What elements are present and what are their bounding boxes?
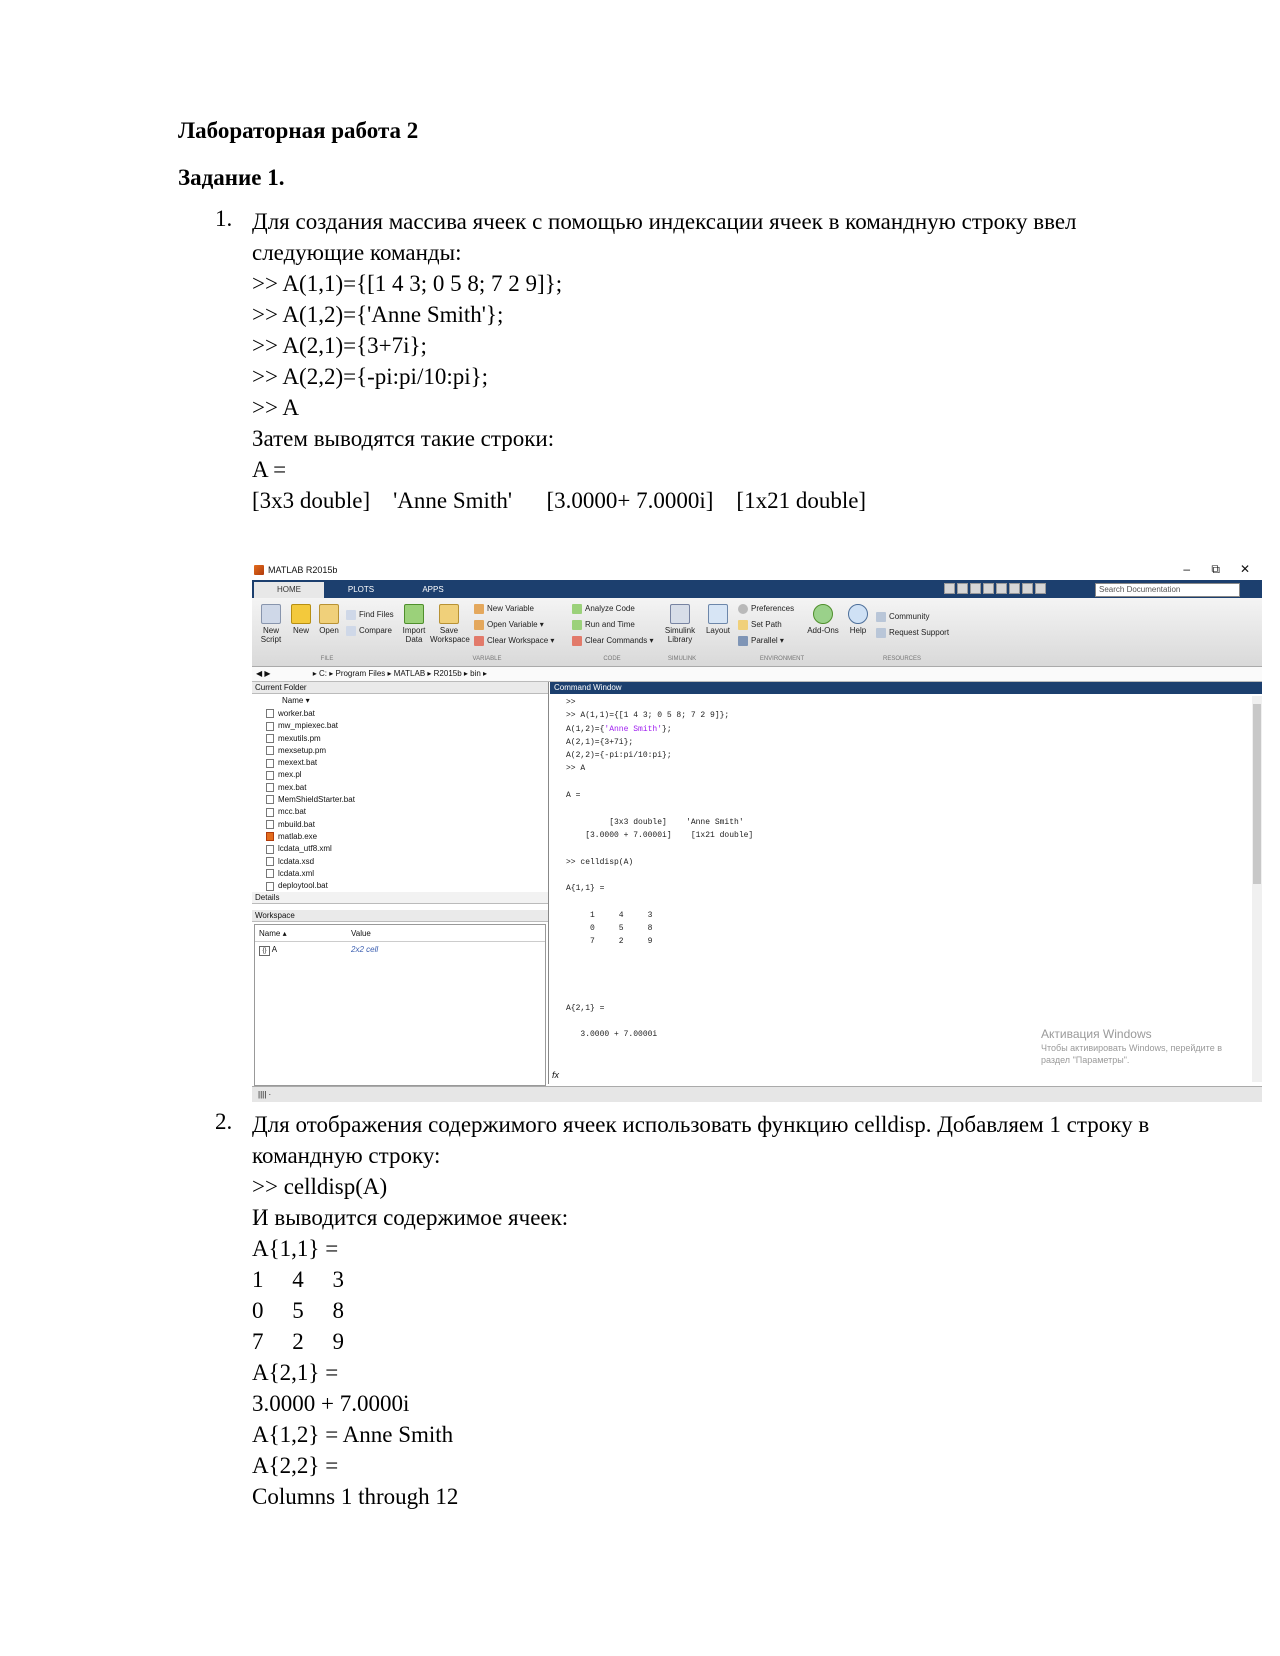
list-item[interactable]: MemShieldStarter.bat <box>266 794 534 806</box>
workspace-header: Workspace <box>252 910 548 922</box>
open-button[interactable]: Open <box>316 604 342 635</box>
command-line: A{2,1} = <box>566 1003 605 1013</box>
minimize-button[interactable]: – <box>1183 562 1190 576</box>
code-line: >> celldisp(A) <box>252 1174 388 1199</box>
command-line: 3.0000 + 7.0000i <box>566 1030 658 1040</box>
paragraph-line: Для отображения содержимого ячеек использовать функцию celldisp. Добавляем 1 строку в командную строку: <box>252 1112 1150 1168</box>
matlab-window-title: MATLAB R2015b <box>268 565 338 575</box>
import-data-button[interactable]: Import Data <box>400 604 428 644</box>
output-line: A = <box>252 457 287 482</box>
code-line: >> A <box>252 395 300 420</box>
close-button[interactable]: ✕ <box>1239 562 1250 576</box>
output-line: 7 2 9 <box>252 1329 344 1354</box>
file-icon <box>266 882 274 891</box>
save-workspace-button[interactable]: Save Workspace <box>430 604 468 644</box>
list-item[interactable]: mex.bat <box>266 782 534 794</box>
matlab-tab-strip <box>252 580 1262 598</box>
help-button[interactable]: Help <box>846 604 870 635</box>
file-list <box>266 708 534 892</box>
new-variable-button[interactable]: New Variable <box>474 604 534 614</box>
windows-activation-watermark: Активация Windows Чтобы активировать Windows, перейдите в раздел "Параметры". <box>1041 1027 1222 1065</box>
command-line <box>566 975 753 988</box>
file-icon <box>266 808 274 817</box>
preferences-button[interactable]: Preferences <box>738 604 794 614</box>
set-path-button[interactable]: Set Path <box>738 620 782 630</box>
undo-icon[interactable] <box>996 583 1007 594</box>
list-item-body <box>252 1109 1192 1512</box>
simulink-icon <box>670 604 690 624</box>
list-item[interactable]: mcc.bat <box>266 806 534 818</box>
command-line: >> A <box>566 764 586 774</box>
list-item[interactable]: lcdata.xsd <box>266 856 534 868</box>
code-line: >> A(2,2)={-pi:pi/10:pi}; <box>252 364 489 389</box>
status-bar: |||| · <box>252 1086 1262 1102</box>
paragraph-line: Затем выводятся такие строки: <box>252 426 555 451</box>
paragraph-line: Для создания массива ячеек с помощью индексации ячеек в командную строку ввел следующие команды: <box>252 209 1077 265</box>
paragraph-line: И выводится содержимое ячеек: <box>252 1205 569 1230</box>
parallel-button[interactable]: Parallel ▾ <box>738 636 784 646</box>
compare-button[interactable]: Compare <box>346 626 392 636</box>
plus-icon <box>291 604 311 624</box>
clear-workspace-button[interactable]: Clear Workspace ▾ <box>474 636 554 646</box>
file-icon <box>266 709 274 718</box>
simulink-library-button[interactable]: Simulink Library <box>664 604 696 644</box>
list-item[interactable]: mbuild.bat <box>266 819 534 831</box>
command-line <box>566 869 753 882</box>
command-line: >> A(1,1)={[1 4 3; 0 5 8; 7 2 9]}; <box>566 711 730 721</box>
list-item[interactable]: mexutils.pm <box>266 733 534 745</box>
help-icon <box>848 604 868 624</box>
list-number: 1. <box>215 206 233 231</box>
current-folder-header: Current Folder <box>252 682 548 694</box>
request-support-icon <box>876 628 886 638</box>
output-line: 1 4 3 <box>252 1267 344 1292</box>
code-line: >> A(2,1)={3+7i}; <box>252 333 427 358</box>
save-workspace-icon <box>439 604 459 624</box>
request-support-button[interactable]: Request Support <box>876 628 949 638</box>
find-files-button[interactable]: Find Files <box>346 610 394 620</box>
new-button[interactable]: New <box>288 604 314 635</box>
command-line <box>566 962 753 975</box>
file-icon <box>266 722 274 731</box>
command-line: 0 5 8 <box>566 924 653 934</box>
save-icon[interactable] <box>944 583 955 594</box>
new-variable-icon <box>474 604 484 614</box>
details-header[interactable]: Details <box>252 892 548 904</box>
clear-commands-icon <box>572 636 582 646</box>
command-line: A{1,1} = <box>566 884 605 894</box>
help-icon[interactable] <box>1035 583 1046 594</box>
section-simulink: SIMULINK <box>667 656 697 662</box>
add-ons-icon <box>813 604 833 624</box>
paste-icon[interactable] <box>983 583 994 594</box>
file-icon <box>266 734 274 743</box>
matlab-logo-icon <box>266 832 274 841</box>
output-line: A{2,2} = <box>252 1453 339 1478</box>
file-icon <box>266 771 274 780</box>
open-variable-button[interactable]: Open Variable ▾ <box>474 620 544 630</box>
output-line: [3x3 double] 'Anne Smith' [3.0000+ 7.0000i] [1x21 double] <box>252 488 867 513</box>
command-output <box>566 696 753 1042</box>
list-item[interactable]: lcdata.xml <box>266 868 534 880</box>
list-number: 2. <box>215 1109 233 1134</box>
compare-icon <box>346 626 356 636</box>
command-line <box>566 989 753 1002</box>
cut-icon[interactable] <box>957 583 968 594</box>
section-environment: ENVIRONMENT <box>759 656 805 662</box>
community-button[interactable]: Community <box>876 612 929 622</box>
command-line: [3x3 double] 'Anne Smith' <box>566 817 744 827</box>
code-line: >> A(1,1)={[1 4 3; 0 5 8; 7 2 9]}; <box>252 271 563 296</box>
list-item[interactable]: deploytool.bat <box>266 880 534 892</box>
cell-array-icon: {} <box>259 946 270 956</box>
document-title: Лабораторная работа 2 <box>178 118 419 143</box>
output-line: A{2,1} = <box>252 1360 339 1385</box>
list-item[interactable]: matlab.exe <box>266 831 534 843</box>
section-file: FILE <box>320 656 334 662</box>
command-line: 7 2 9 <box>566 937 653 947</box>
file-icon <box>266 845 274 854</box>
section-code: CODE <box>603 656 621 662</box>
command-line <box>566 949 753 962</box>
tab-plots[interactable]: PLOTS <box>347 585 375 594</box>
clear-workspace-icon <box>474 636 484 646</box>
workspace-table <box>254 924 546 1086</box>
table-row[interactable]: {} A <box>259 945 277 956</box>
command-window-header: Command Window <box>550 682 1262 694</box>
list-item[interactable]: lcdata_utf8.xml <box>266 843 534 855</box>
ws-value-cell: 2x2 cell <box>351 945 379 954</box>
list-item[interactable]: worker.bat <box>266 708 534 720</box>
command-line: 1 4 3 <box>566 910 653 920</box>
file-icon <box>266 783 274 792</box>
command-window[interactable] <box>550 682 1262 1084</box>
command-line <box>566 776 753 789</box>
parallel-icon <box>738 636 748 646</box>
command-line <box>566 1015 753 1028</box>
redo-icon[interactable] <box>1009 583 1020 594</box>
copy-icon[interactable] <box>970 583 981 594</box>
output-line: 3.0000 + 7.0000i <box>252 1391 410 1416</box>
community-icon <box>876 612 886 622</box>
analyze-code-icon <box>572 604 582 614</box>
layout-icon <box>708 604 728 624</box>
ws-column-value[interactable]: Value <box>351 929 371 938</box>
restore-button[interactable]: ⧉ <box>1211 562 1220 576</box>
fx-prompt-icon: fx <box>552 1070 560 1080</box>
open-variable-icon <box>474 620 484 630</box>
output-line: A{1,2} = Anne Smith <box>252 1422 454 1447</box>
task-heading: Задание 1. <box>178 165 285 190</box>
command-line: A(2,2)={-pi:pi/10:pi}; <box>566 751 672 761</box>
output-line: Columns 1 through 12 <box>252 1484 459 1509</box>
new-script-button[interactable]: New Script <box>256 604 286 644</box>
file-icon <box>266 795 274 804</box>
command-line: A = <box>566 791 581 801</box>
add-ons-button[interactable]: Add-Ons <box>806 604 840 635</box>
command-line <box>566 802 753 815</box>
tab-apps[interactable]: APPS <box>422 585 444 594</box>
run-and-time-icon <box>572 620 582 630</box>
command-line <box>566 895 753 908</box>
quick-access-toolbar <box>944 583 1094 595</box>
ws-column-name[interactable]: Name ▴ <box>259 929 287 938</box>
switch-windows-icon[interactable] <box>1022 583 1033 594</box>
left-panel <box>252 682 549 1084</box>
file-icon <box>266 820 274 829</box>
run-and-time-button[interactable]: Run and Time <box>572 620 635 630</box>
code-line: >> A(1,2)={'Anne Smith'}; <box>252 302 504 327</box>
file-icon <box>266 746 274 755</box>
new-script-icon <box>261 604 281 624</box>
command-line: >> celldisp(A) <box>566 857 634 867</box>
search-documentation-input[interactable]: Search Documentation <box>1095 583 1240 597</box>
analyze-code-button[interactable]: Analyze Code <box>572 604 635 614</box>
import-icon <box>404 604 424 624</box>
find-files-icon <box>346 610 356 620</box>
folder-icon <box>319 604 339 624</box>
list-item[interactable]: mw_mpiexec.bat <box>266 720 534 732</box>
section-variable: VARIABLE <box>472 656 502 662</box>
command-line: A(1,2)={'Anne Smith'}; <box>566 724 672 734</box>
layout-button[interactable]: Layout <box>704 604 732 635</box>
set-path-icon <box>738 620 748 630</box>
matlab-screenshot <box>252 562 1262 1102</box>
command-line <box>566 842 753 855</box>
list-item[interactable]: mex.pl <box>266 769 534 781</box>
list-item-body <box>252 206 1192 516</box>
ribbon <box>252 598 1262 667</box>
address-bar[interactable] <box>252 667 1262 682</box>
command-line: [3.0000 + 7.0000i] [1x21 double] <box>566 830 754 840</box>
list-item[interactable]: mexext.bat <box>266 757 534 769</box>
command-line: >> <box>566 698 576 707</box>
gear-icon <box>738 604 748 614</box>
file-icon <box>266 869 274 878</box>
matlab-logo-icon <box>254 565 264 575</box>
file-icon <box>266 759 274 768</box>
scrollbar[interactable] <box>1252 696 1262 1082</box>
file-icon <box>266 857 274 866</box>
clear-commands-button[interactable]: Clear Commands ▾ <box>572 636 653 646</box>
output-line: 0 5 8 <box>252 1298 344 1323</box>
tab-home[interactable]: HOME <box>254 582 324 598</box>
name-column-header[interactable]: Name ▾ <box>282 696 310 705</box>
output-line: A{1,1} = <box>252 1236 339 1261</box>
back-arrow-icon[interactable]: ◀ ▶ <box>256 669 271 678</box>
breadcrumb: ▸ C: ▸ Program Files ▸ MATLAB ▸ R2015b ▸ bin ▸ <box>312 669 488 678</box>
list-item[interactable]: mexsetup.pm <box>266 745 534 757</box>
command-line: A(2,1)={3+7i}; <box>566 737 634 747</box>
section-resources: RESOURCES <box>882 656 921 662</box>
matlab-title-bar <box>252 562 1262 580</box>
